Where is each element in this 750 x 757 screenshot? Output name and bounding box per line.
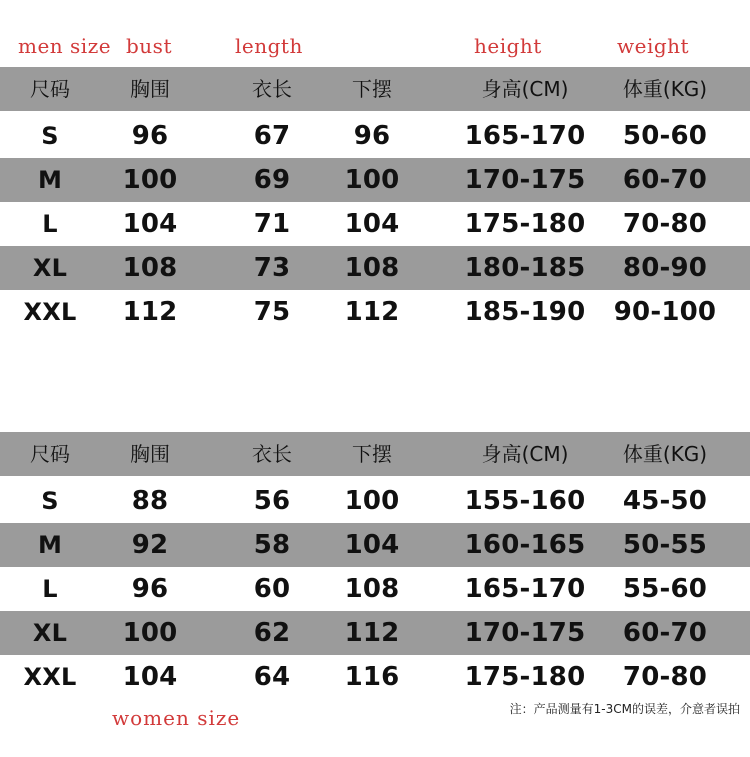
cell-size: XXL	[23, 298, 77, 326]
table-row	[0, 290, 750, 334]
header-size: 尺码	[30, 442, 70, 466]
cell-bust: 100	[122, 618, 178, 648]
header-height: 身高(CM)	[481, 442, 569, 466]
cell-height: 170-175	[464, 165, 586, 195]
cell-length: 64	[253, 662, 291, 692]
header-size: 尺码	[30, 77, 70, 101]
cell-hem: 100	[344, 165, 400, 195]
cell-size: L	[42, 575, 58, 603]
header-hem: 下摆	[352, 77, 392, 101]
label-men-size: men size	[18, 34, 112, 58]
header-weight: 体重(KG)	[622, 442, 708, 466]
label-length: length	[235, 34, 303, 58]
table-row	[0, 479, 750, 523]
cell-height: 175-180	[464, 662, 586, 692]
cell-length: 62	[253, 618, 291, 648]
label-height: height	[474, 34, 542, 58]
table-row	[0, 246, 750, 290]
table-row	[0, 611, 750, 655]
header-bust: 胸围	[130, 77, 170, 101]
women-header-row	[0, 432, 750, 476]
table-row	[0, 655, 750, 699]
cell-bust: 108	[122, 253, 178, 283]
cell-weight: 80-90	[622, 253, 708, 283]
cell-length: 71	[253, 209, 291, 239]
cell-length: 67	[253, 121, 291, 151]
cell-height: 165-170	[464, 121, 586, 151]
table-row	[0, 523, 750, 567]
cell-weight: 60-70	[622, 618, 708, 648]
label-women-size: women size	[112, 706, 241, 730]
cell-bust: 92	[131, 530, 169, 560]
cell-hem: 96	[353, 121, 391, 151]
cell-hem: 100	[344, 486, 400, 516]
cell-hem: 104	[344, 209, 400, 239]
table-row	[0, 158, 750, 202]
cell-weight: 60-70	[622, 165, 708, 195]
cell-length: 60	[253, 574, 291, 604]
cell-bust: 96	[131, 121, 169, 151]
header-bust: 胸围	[130, 442, 170, 466]
cell-size: XL	[32, 254, 68, 282]
cell-height: 185-190	[464, 297, 586, 327]
table-row	[0, 202, 750, 246]
cell-bust: 88	[131, 486, 169, 516]
cell-hem: 104	[344, 530, 400, 560]
cell-bust: 112	[122, 297, 178, 327]
header-length: 衣长	[252, 77, 292, 101]
table-row	[0, 567, 750, 611]
measurement-note: 注：产品测量有1-3CM的误差，介意者误拍	[509, 702, 740, 716]
header-length: 衣长	[252, 442, 292, 466]
cell-bust: 104	[122, 209, 178, 239]
cell-hem: 108	[344, 253, 400, 283]
cell-bust: 104	[122, 662, 178, 692]
table-row	[0, 114, 750, 158]
cell-size: S	[41, 122, 59, 150]
cell-height: 160-165	[464, 530, 586, 560]
cell-weight: 70-80	[622, 209, 708, 239]
label-weight: weight	[617, 34, 690, 58]
header-hem: 下摆	[352, 442, 392, 466]
men-header-row	[0, 67, 750, 111]
cell-length: 58	[253, 530, 291, 560]
cell-weight: 55-60	[622, 574, 708, 604]
cell-bust: 100	[122, 165, 178, 195]
header-height: 身高(CM)	[481, 77, 569, 101]
cell-hem: 112	[344, 618, 400, 648]
cell-height: 170-175	[464, 618, 586, 648]
label-bust: bust	[126, 34, 172, 58]
cell-height: 175-180	[464, 209, 586, 239]
cell-weight: 70-80	[622, 662, 708, 692]
cell-bust: 96	[131, 574, 169, 604]
cell-length: 69	[253, 165, 291, 195]
cell-length: 73	[253, 253, 291, 283]
cell-weight: 45-50	[622, 486, 708, 516]
cell-size: M	[37, 531, 63, 559]
cell-length: 75	[253, 297, 291, 327]
cell-weight: 50-60	[622, 121, 708, 151]
cell-hem: 108	[344, 574, 400, 604]
cell-size: XL	[32, 619, 68, 647]
cell-weight: 50-55	[622, 530, 708, 560]
cell-weight: 90-100	[613, 297, 717, 327]
header-weight: 体重(KG)	[622, 77, 708, 101]
cell-hem: 112	[344, 297, 400, 327]
cell-size: M	[37, 166, 63, 194]
cell-size: L	[42, 210, 58, 238]
cell-height: 165-170	[464, 574, 586, 604]
cell-height: 180-185	[464, 253, 586, 283]
cell-height: 155-160	[464, 486, 586, 516]
cell-size: XXL	[23, 663, 77, 691]
cell-length: 56	[253, 486, 291, 516]
cell-hem: 116	[344, 662, 400, 692]
cell-size: S	[41, 487, 59, 515]
